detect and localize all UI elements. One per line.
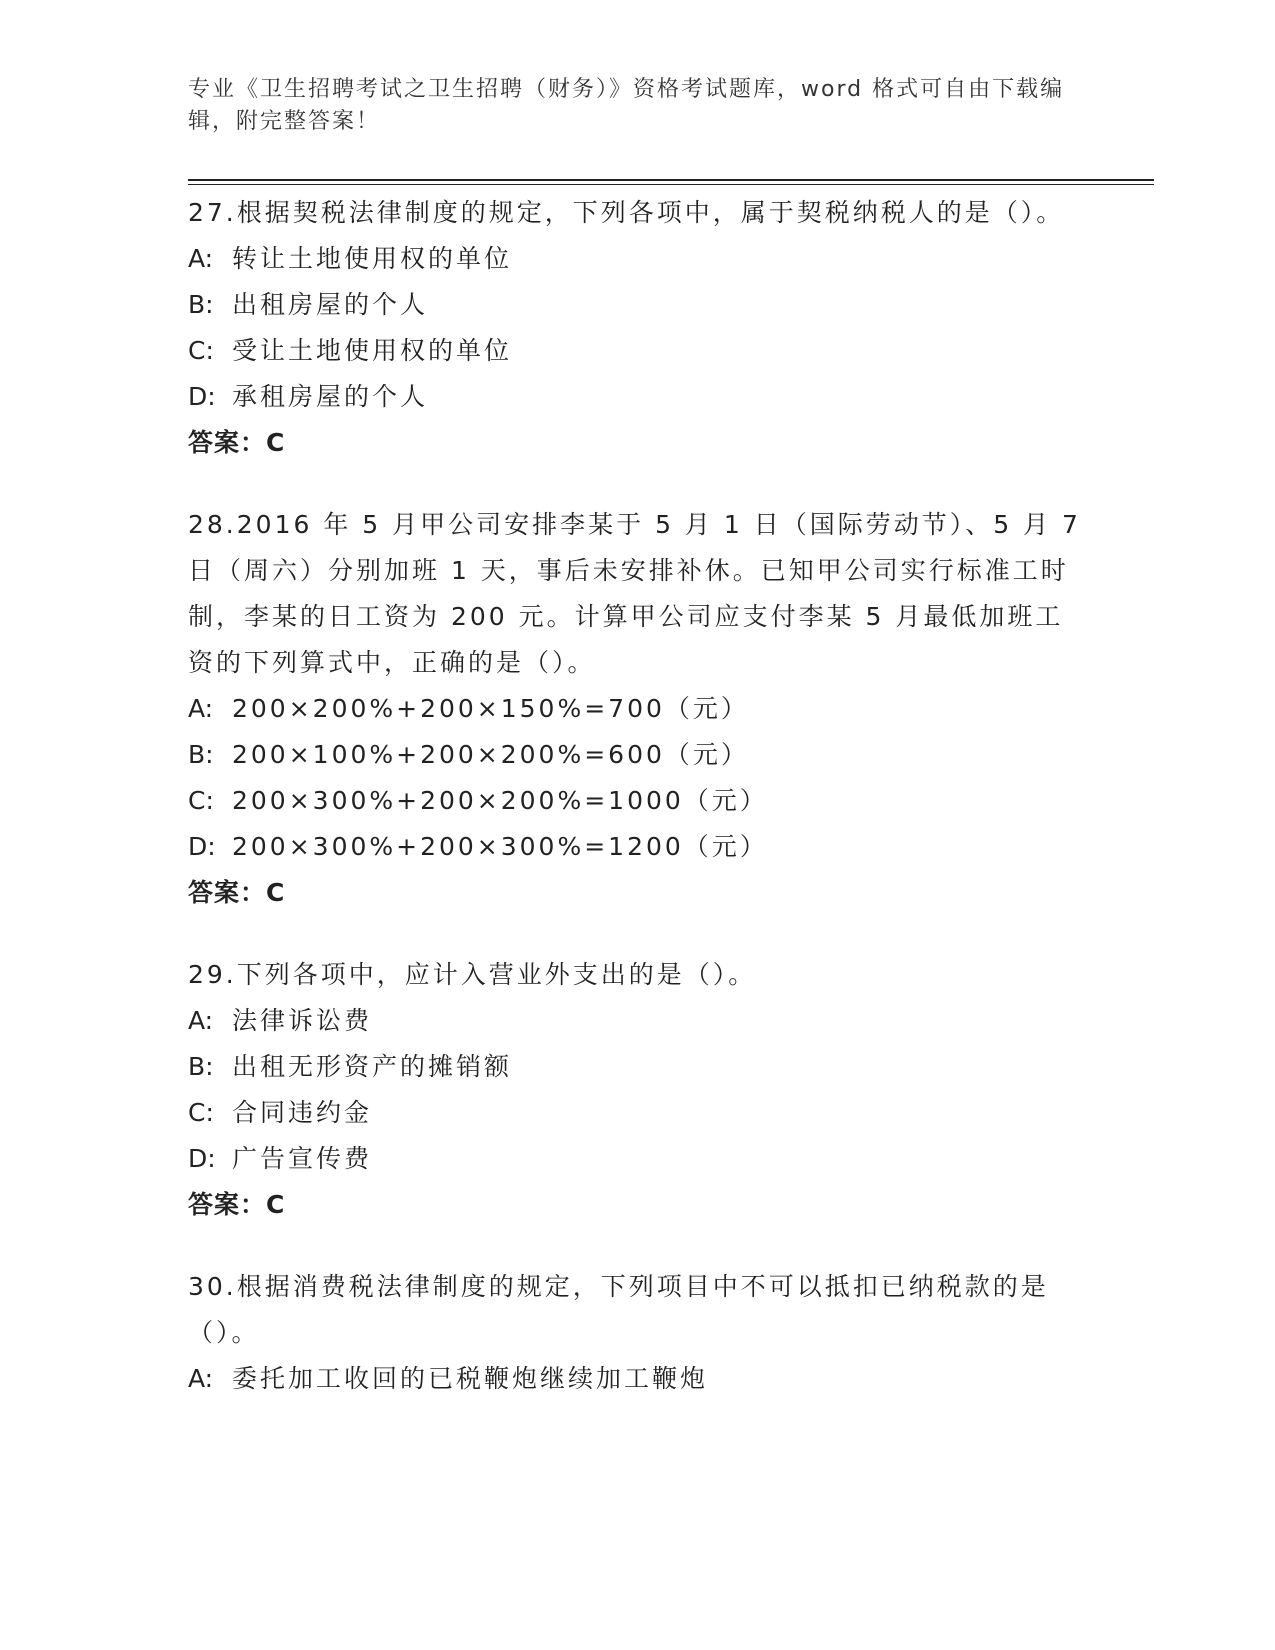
option-text: 转让土地使用权的单位 xyxy=(232,244,513,273)
option-a xyxy=(188,1356,1088,1402)
option-text: 承租房屋的个人 xyxy=(232,382,429,411)
option-d xyxy=(188,824,1088,870)
option-label: C: xyxy=(188,786,214,815)
option-label: B: xyxy=(188,1052,214,1081)
option-label: B: xyxy=(188,740,214,769)
option-d xyxy=(188,1136,1088,1182)
option-label: A: xyxy=(188,1364,214,1393)
option-text: 委托加工收回的已税鞭炮继续加工鞭炮 xyxy=(232,1364,709,1393)
option-b xyxy=(188,282,1088,328)
option-text: 出租房屋的个人 xyxy=(232,290,429,319)
option-d xyxy=(188,374,1088,420)
option-b xyxy=(188,732,1088,778)
option-a xyxy=(188,686,1088,732)
question-stem: 28.2016 年 5 月甲公司安排李某于 5 月 1 日（国际劳动节）、5 月 7 日（周六）分别加班 1 天，事后未安排补休。已知甲公司实行标准工时制，李某的日工资为 200 元。计算甲公司应支付李某 5 月最低加班工资的下列算式中，正确的是（）。 xyxy=(188,510,1081,677)
document-header: 专业《卫生招聘考试之卫生招聘（财务）》资格考试题库，word 格式可自由下载编辑，附完整答案！ xyxy=(188,77,1065,134)
answer: 答案：C xyxy=(188,1190,286,1219)
option-text: 法律诉讼费 xyxy=(232,1006,373,1035)
option-label: A: xyxy=(188,1006,214,1035)
answer: 答案：C xyxy=(188,428,286,457)
option-text: 200×100%+200×200%=600（元） xyxy=(232,740,749,769)
question-stem: 29.下列各项中，应计入营业外支出的是（）。 xyxy=(188,960,757,989)
question-28 xyxy=(188,502,1088,916)
option-c xyxy=(188,328,1088,374)
option-text: 受让土地使用权的单位 xyxy=(232,336,513,365)
option-c xyxy=(188,1090,1088,1136)
option-text: 广告宣传费 xyxy=(232,1144,373,1173)
option-label: A: xyxy=(188,244,214,273)
option-text: 200×300%+200×300%=1200（元） xyxy=(232,832,768,861)
option-c xyxy=(188,778,1088,824)
option-text: 合同违约金 xyxy=(232,1098,373,1127)
option-label: C: xyxy=(188,1098,214,1127)
option-label: A: xyxy=(188,694,214,723)
question-30 xyxy=(188,1264,1088,1402)
option-text: 200×300%+200×200%=1000（元） xyxy=(232,786,768,815)
question-27 xyxy=(188,190,1088,466)
option-label: B: xyxy=(188,290,214,319)
question-29 xyxy=(188,952,1088,1228)
option-text: 200×200%+200×150%=700（元） xyxy=(232,694,749,723)
header-divider xyxy=(188,179,1154,185)
option-a xyxy=(188,236,1088,282)
option-b xyxy=(188,1044,1088,1090)
option-label: D: xyxy=(188,1144,216,1173)
answer: 答案：C xyxy=(188,878,286,907)
option-label: D: xyxy=(188,832,216,861)
option-label: D: xyxy=(188,382,216,411)
question-stem: 30.根据消费税法律制度的规定，下列项目中不可以抵扣已纳税款的是（）。 xyxy=(188,1272,1049,1347)
option-label: C: xyxy=(188,336,214,365)
option-text: 出租无形资产的摊销额 xyxy=(232,1052,513,1081)
question-list xyxy=(188,190,1088,1438)
option-a xyxy=(188,998,1088,1044)
question-stem: 27.根据契税法律制度的规定，下列各项中，属于契税纳税人的是（）。 xyxy=(188,198,1065,227)
